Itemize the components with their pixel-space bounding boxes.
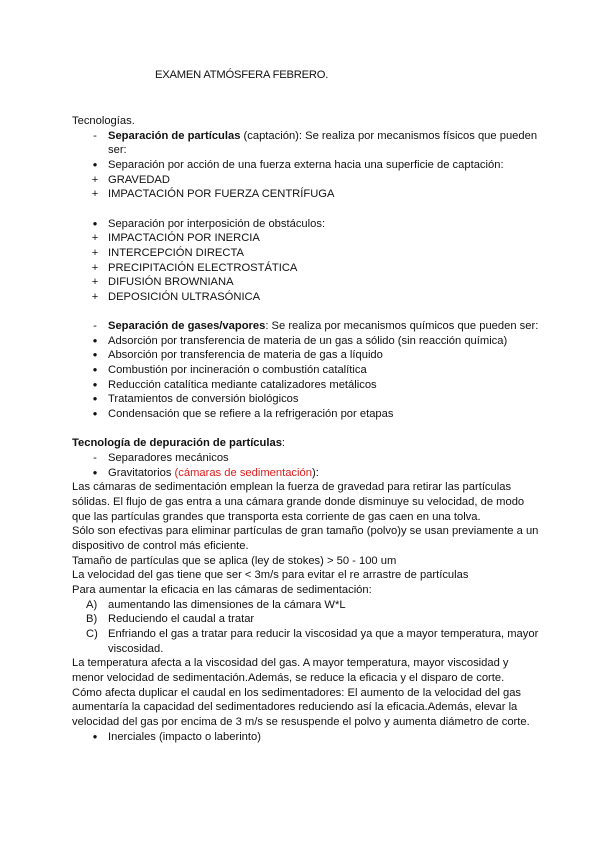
text: La temperatura afecta a la viscosidad del gas. A mayor temperatura, mayor viscosidad y menor velocidad de sedimentación.Además, se reduce la eficacia y el disparo de corte. <box>72 657 509 684</box>
text: Combustión por incineración o combustión catalítica <box>108 364 367 377</box>
text: aumentando las dimensiones de la cámara W*L <box>108 598 346 611</box>
text: Inerciales (impacto o laberinto) <box>108 730 261 743</box>
text: Tamaño de partículas que se aplica (ley de stokes) > 50 - 100 um <box>72 554 397 567</box>
highlighted-text: (cámaras de sedimentación <box>174 466 312 479</box>
list-item <box>72 261 542 276</box>
list-item <box>72 290 542 305</box>
bullet-icon: ● <box>92 731 98 741</box>
list-item <box>72 275 542 290</box>
paragraph <box>72 656 542 685</box>
list-marker: C) <box>86 627 98 640</box>
list-marker: + <box>91 290 99 303</box>
bullet-icon: ● <box>92 350 98 360</box>
text: Tratamientos de conversión biológicos <box>108 393 299 406</box>
bold-text: Separación de gases/vapores <box>108 320 266 333</box>
list-marker: + <box>91 276 99 289</box>
text: Para aumentar la eficacia en las cámaras de sedimentación: <box>72 583 372 596</box>
list-item <box>72 363 542 378</box>
paragraph <box>72 436 542 451</box>
bullet-icon: ● <box>92 467 98 477</box>
list-marker: - <box>93 452 97 465</box>
list-marker: B) <box>86 613 98 626</box>
bullet-icon: ● <box>92 394 98 404</box>
text: Adsorción por transferencia de materia de un gas a sólido (sin reacción química) <box>108 334 508 347</box>
list-item <box>72 598 542 613</box>
text: Cómo afecta duplicar el caudal en los sedimentadores: El aumento de la velocidad del gas aumentaría la capacidad del sedimentadores reduciendo así la eficacia.Además, elevar la velocidad del gas por encima de 3 m/s se resuspende el polvo y aumenta diámetro de corte. <box>72 686 530 728</box>
blank-line <box>72 422 542 437</box>
text: Tecnologías. <box>72 115 135 127</box>
list-item <box>72 612 542 627</box>
text: Condensación que se refiere a la refrigeración por etapas <box>108 408 394 421</box>
list-item <box>72 319 542 334</box>
list-marker: + <box>91 232 99 245</box>
list-item <box>72 730 542 745</box>
list-marker: - <box>93 320 97 333</box>
list-item <box>72 392 542 407</box>
list-item <box>72 407 542 422</box>
list-item <box>72 246 542 261</box>
bullet-icon: ● <box>92 218 98 228</box>
text: (captación): Se realiza por mecanismos físicos que pueden ser: <box>108 129 538 157</box>
bullet-icon: ● <box>92 379 98 389</box>
text: Sólo son efectivas para eliminar partículas de gran tamaño (polvo)y se usan previamente a un dispositivo de control más eficiente. <box>72 525 539 552</box>
text: Gravitatorios <box>108 466 175 479</box>
text: Absorción por transferencia de materia de gas a líquido <box>108 349 383 362</box>
list-item <box>72 348 542 363</box>
list-item <box>72 187 542 202</box>
text: ): <box>311 466 319 479</box>
text: Las cámaras de sedimentación emplean la fuerza de gravedad para retirar las partículas sólidas. El flujo de gas entra a una cámara grande donde disminuye su velocidad, de modo que las partículas grandes que transporta esta corriente de gas caen en una tolva. <box>72 481 525 523</box>
blank-line <box>72 305 542 320</box>
text: Separación por acción de una fuerza externa hacia una superficie de captación: <box>108 158 504 171</box>
text: Separadores mecánicos <box>108 452 229 465</box>
text: : <box>281 437 286 450</box>
text: Enfriando el gas a tratar para reducir la viscosidad ya que a mayor temperatura, mayor viscosidad. <box>108 627 539 655</box>
text: Separación por interposición de obstáculos: <box>108 217 326 230</box>
list-item <box>72 334 542 349</box>
list-item <box>72 217 542 232</box>
text: INTERCEPCIÓN DIRECTA <box>108 246 244 259</box>
list-marker: + <box>91 261 99 274</box>
list-marker: - <box>93 129 97 142</box>
paragraph <box>72 114 542 129</box>
text: Reducción catalítica mediante catalizadores metálicos <box>108 378 377 391</box>
text: IMPACTACIÓN POR INERCIA <box>108 232 260 245</box>
text: DIFUSIÓN BROWNIANA <box>108 276 234 289</box>
paragraph <box>72 524 542 553</box>
bullet-icon: ● <box>92 159 98 169</box>
document-title: EXAMEN ATMÓSFERA FEBRERO. <box>155 69 329 81</box>
text: IMPACTACIÓN POR FUERZA CENTRÍFUGA <box>108 188 335 201</box>
list-marker: + <box>91 173 99 186</box>
text: : Se realiza por mecanismos químicos que pueden ser: <box>265 320 539 333</box>
bold-text: Tecnología de depuración de partículas <box>72 437 282 450</box>
list-marker: + <box>91 188 99 201</box>
list-marker: A) <box>86 598 98 611</box>
paragraph <box>72 554 542 569</box>
list-item <box>72 173 542 188</box>
text: La velocidad del gas tiene que ser < 3m/s para evitar el re arrastre de partículas <box>72 569 469 582</box>
list-marker: + <box>91 246 99 259</box>
paragraph <box>72 480 542 524</box>
paragraph <box>72 568 542 583</box>
bullet-icon: ● <box>92 365 98 375</box>
paragraph <box>72 583 542 598</box>
list-item <box>72 627 542 656</box>
bullet-icon: ● <box>92 409 98 419</box>
document-body <box>72 114 542 744</box>
paragraph <box>72 686 542 730</box>
list-item <box>72 231 542 246</box>
list-item <box>72 378 542 393</box>
list-item <box>72 158 542 173</box>
text: GRAVEDAD <box>108 173 170 186</box>
list-item <box>72 129 542 158</box>
list-item <box>72 466 542 481</box>
bold-text: Separación de partículas <box>108 129 241 142</box>
text: DEPOSICIÓN ULTRASÓNICA <box>108 290 261 303</box>
text: Reduciendo el caudal a tratar <box>108 613 255 626</box>
list-item <box>72 451 542 466</box>
text: PRECIPITACIÓN ELECTROSTÁTICA <box>108 261 298 274</box>
bullet-icon: ● <box>92 335 98 345</box>
blank-line <box>72 202 542 217</box>
